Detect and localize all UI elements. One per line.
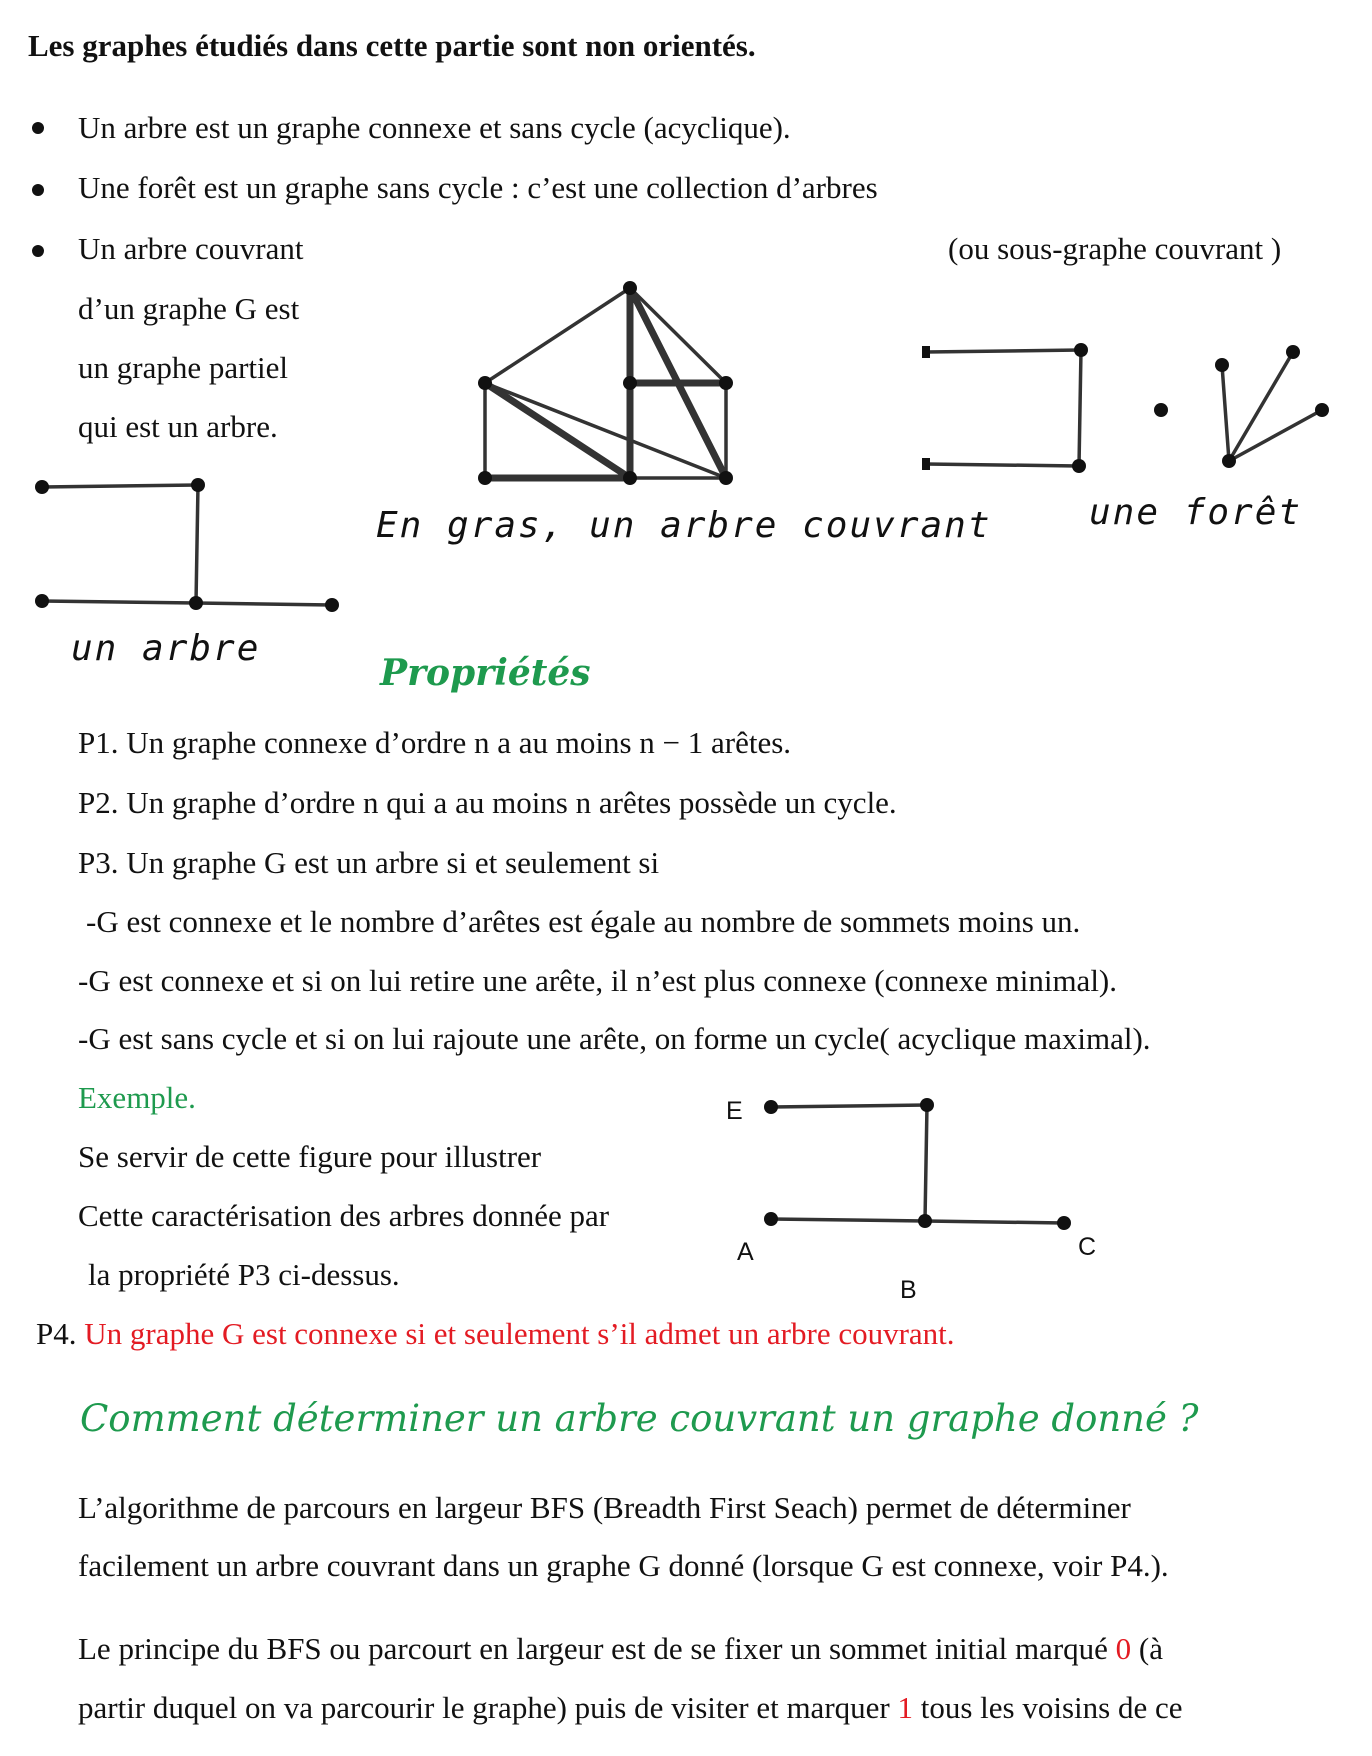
caption-tree: un arbre bbox=[71, 628, 261, 669]
example-vertex bbox=[920, 1098, 934, 1112]
spanning-def-line: un graphe partiel bbox=[78, 350, 289, 385]
example-edge bbox=[925, 1105, 927, 1221]
example-title: Exemple. bbox=[78, 1080, 196, 1115]
graph-vertex bbox=[719, 376, 733, 390]
bfs-text: partir duquel on va parcourir le graphe) puis de visiter et marquer bbox=[78, 1690, 890, 1725]
bfs-principle-line bbox=[78, 1631, 1163, 1667]
spanning-def-line: qui est un arbre. bbox=[78, 409, 278, 444]
caption-spanning-tree: En gras, un arbre couvrant bbox=[376, 505, 992, 546]
forest-vertex bbox=[1074, 343, 1088, 357]
forest-vertex bbox=[1222, 454, 1236, 468]
forest-vertex bbox=[922, 346, 930, 358]
example-vertex bbox=[764, 1212, 778, 1226]
graph-edge bbox=[630, 288, 726, 383]
property-p3-item: -G est connexe et le nombre d’arêtes est égale au nombre de sommets moins un. bbox=[86, 904, 1081, 939]
forest-vertex bbox=[1286, 345, 1300, 359]
graph-vertex bbox=[623, 471, 637, 485]
example-edge bbox=[925, 1221, 1064, 1223]
bullet-forest-def: Une forêt est un graphe sans cycle : c’est une collection d’arbres bbox=[78, 170, 878, 205]
forest-vertex bbox=[1072, 459, 1086, 473]
bfs-principle-line bbox=[78, 1690, 1182, 1726]
bfs-text: tous les voisins de ce bbox=[920, 1690, 1183, 1725]
bfs-mark-one: 1 bbox=[897, 1690, 913, 1725]
section-intro: Les graphes étudiés dans cette partie sont non orientés. bbox=[28, 28, 756, 63]
caption-forest: une forêt bbox=[1089, 492, 1303, 533]
graph-edge bbox=[485, 288, 630, 383]
spanning-def-line: d’un graphe G est bbox=[78, 291, 300, 326]
property-p4-prefix: P4. bbox=[36, 1316, 77, 1351]
bullet-tree-def: Un arbre est un graphe connexe et sans cycle (acyclique). bbox=[78, 110, 791, 145]
tree-vertex bbox=[35, 594, 49, 608]
example-vertex bbox=[1057, 1216, 1071, 1230]
property-p3: P3. Un graphe G est un arbre si et seulement si bbox=[78, 845, 660, 880]
bfs-paragraph-line: facilement un arbre couvrant dans un graphe G donné (lorsque G est connexe, voir P4.). bbox=[78, 1548, 1169, 1583]
property-p4 bbox=[36, 1316, 955, 1352]
forest-vertex bbox=[1315, 403, 1329, 417]
spanning-alt-name: (ou sous-graphe couvrant ) bbox=[948, 231, 1282, 266]
bfs-text: (à bbox=[1138, 1631, 1163, 1666]
property-p3-item: -G est sans cycle et si on lui rajoute une arête, on forme un cycle( acyclique maximal). bbox=[78, 1021, 1151, 1056]
bfs-mark-zero: 0 bbox=[1115, 1631, 1132, 1666]
graph-vertex bbox=[623, 376, 637, 390]
properties-title: Propriétés bbox=[380, 652, 591, 694]
forest-edge bbox=[926, 350, 1081, 352]
graph-vertex bbox=[719, 471, 733, 485]
forest-vertex bbox=[922, 458, 930, 470]
graph-vertex bbox=[478, 376, 492, 390]
graph-vertex bbox=[478, 471, 492, 485]
tree-edge bbox=[42, 601, 196, 603]
example-vertex bbox=[764, 1100, 778, 1114]
tree-vertex bbox=[35, 480, 49, 494]
forest-edge bbox=[1079, 350, 1081, 466]
property-p3-item: -G est connexe et si on lui retire une arête, il n’est plus connexe (connexe minimal). bbox=[78, 963, 1117, 998]
example-line: Se servir de cette figure pour illustrer bbox=[78, 1139, 542, 1174]
example-vertex bbox=[918, 1214, 932, 1228]
example-line: Cette caractérisation des arbres donnée par bbox=[78, 1198, 610, 1233]
forest-edge bbox=[926, 464, 1079, 466]
vertex-label-a: A bbox=[737, 1238, 754, 1266]
bfs-text: Le principe du BFS ou parcourt en largeur est de se fixer un sommet initial marqué bbox=[78, 1631, 1108, 1666]
tree-vertex bbox=[191, 478, 205, 492]
example-edge bbox=[771, 1105, 927, 1107]
property-p4-text: Un graphe G est connexe si et seulement s’il admet un arbre couvrant. bbox=[84, 1316, 955, 1351]
graph-vertex bbox=[623, 281, 637, 295]
tree-vertex bbox=[189, 596, 203, 610]
forest-vertex bbox=[1215, 358, 1229, 372]
forest-edge bbox=[1222, 365, 1229, 461]
property-p2: P2. Un graphe d’ordre n qui a au moins n arêtes possède un cycle. bbox=[78, 785, 897, 820]
forest-vertex bbox=[1154, 403, 1168, 417]
example-edge bbox=[771, 1219, 925, 1221]
tree-vertex bbox=[325, 598, 339, 612]
tree-edge bbox=[196, 603, 332, 605]
bullet-spanning-def: Un arbre couvrant bbox=[78, 231, 304, 266]
bfs-paragraph-line: L’algorithme de parcours en largeur BFS (Breadth First Seach) permet de déterminer bbox=[78, 1490, 1131, 1525]
section-question: Comment déterminer un arbre couvrant un graphe donné ? bbox=[80, 1397, 1199, 1440]
tree-edge bbox=[42, 485, 198, 487]
vertex-label-c: C bbox=[1078, 1233, 1097, 1261]
property-p1: P1. Un graphe connexe d’ordre n a au moins n − 1 arêtes. bbox=[78, 725, 792, 760]
vertex-label-e: E bbox=[726, 1097, 743, 1125]
tree-edge bbox=[196, 485, 198, 603]
vertex-label-b: B bbox=[900, 1276, 917, 1304]
example-line: la propriété P3 ci-dessus. bbox=[88, 1257, 400, 1292]
